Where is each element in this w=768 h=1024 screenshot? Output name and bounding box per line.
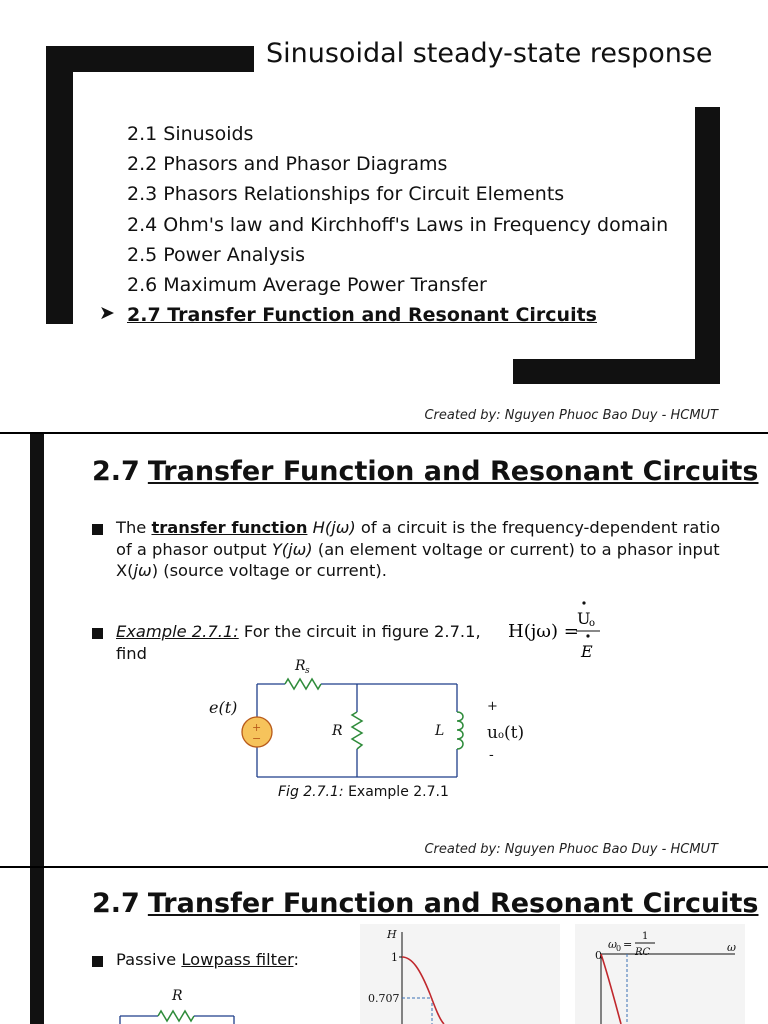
source-minus: − [252, 732, 262, 745]
resistor-rs [285, 679, 321, 689]
toc-item[interactable]: 2.5 Power Analysis [127, 243, 306, 266]
r-label: R [332, 723, 343, 739]
frame-bar-right [695, 107, 720, 384]
lowpass-bullet [116, 949, 336, 971]
dot-accent-icon [582, 601, 585, 604]
current-arrow-icon: ➤ [99, 302, 115, 324]
term-lowpass-filter: Lowpass filter [181, 950, 294, 969]
symbol-jw: (jω) [281, 539, 313, 559]
text-run: ) (source voltage or current). [151, 561, 387, 580]
inductor-l [457, 712, 463, 749]
toc-item[interactable]: 2.3 Phasors Relationships for Circuit Elements [127, 183, 565, 206]
source-label: e(t) [209, 698, 238, 717]
bullet-colon: : [293, 950, 299, 969]
toc-item[interactable]: 2.2 Phasors and Phasor Diagrams [127, 153, 448, 176]
frame-bar-bottom [513, 359, 720, 384]
magnitude-plot [360, 924, 560, 1024]
output-plus: + [487, 699, 498, 714]
w0-eq: = [623, 938, 633, 951]
output-label-arg: (t) [504, 723, 525, 743]
symbol-y: Y [271, 539, 282, 559]
toc-item[interactable]: 2.6 Maximum Average Power Transfer [127, 274, 487, 297]
caption-label: Fig 2.7.1: [278, 784, 344, 800]
bullet-square-icon [92, 956, 103, 967]
section-number: 2.7 [92, 456, 140, 487]
text-run: The [116, 518, 152, 537]
caption-text: Example 2.7.1 [343, 784, 449, 800]
frac-den: RC [635, 947, 651, 958]
resistor-r [158, 1011, 194, 1021]
w0-sub: 0 [616, 944, 622, 953]
resistor-r [352, 712, 362, 749]
toc-item[interactable]: 2.4 Ohm's law and Kirchhoff's Laws in Frequency domain [127, 213, 669, 236]
section-number: 2.7 [92, 888, 140, 919]
left-stripe [30, 434, 44, 866]
term-transfer-function: transfer function [151, 518, 308, 537]
slide-transfer-function [0, 434, 768, 868]
w0-label: ω [608, 938, 617, 951]
text-run: (an element voltage or current) to a phasor input X( [116, 539, 720, 580]
toc-item-current[interactable]: 2.7 Transfer Function and Resonant Circuits [127, 304, 597, 327]
output-label: u [487, 723, 498, 743]
rs-label: R [295, 658, 306, 674]
origin-label: 0 [595, 949, 602, 962]
dot-accent-icon [586, 634, 589, 637]
slide-toc [0, 0, 768, 434]
example-label: Example 2.7.1: [116, 622, 239, 641]
slide-title: Sinusoidal steady-state response [266, 38, 713, 69]
toc-item[interactable]: 2.1 Sinusoids [127, 123, 254, 145]
tick-0707: 0.707 [368, 992, 400, 1005]
lowpass-circuit [110, 986, 250, 1024]
definition-paragraph [116, 517, 728, 582]
section-title [92, 456, 758, 487]
symbol-jw: jω [133, 561, 152, 580]
y-axis-label: H [387, 928, 397, 941]
symbol-jw: (jω) [324, 518, 356, 537]
r-label: R [172, 988, 183, 1004]
formula-numerator: U [577, 609, 591, 628]
tick-1: 1 [391, 951, 398, 964]
credit-text: Created by: Nguyen Phuoc Bao Duy - HCMUT [424, 408, 718, 423]
output-minus: - [489, 747, 494, 763]
formula-denominator: E [581, 642, 593, 661]
left-stripe [30, 868, 44, 1024]
frame-bar-left [46, 46, 73, 324]
section-title-text: Transfer Function and Resonant Circuits [147, 456, 759, 487]
source-plus: + [252, 721, 262, 734]
phase-plot [575, 924, 745, 1024]
symbol-h: H [312, 518, 325, 537]
bullet-square-icon [92, 628, 103, 639]
frame-bar-top [46, 46, 254, 72]
rs-label-sub: s [305, 666, 310, 676]
frac-num: 1 [642, 931, 649, 942]
formula-numerator-sub: o [589, 618, 596, 629]
section-title [92, 888, 758, 919]
x-axis-label: ω [727, 941, 736, 954]
output-label-sub: o [498, 730, 505, 741]
section-title-text: Transfer Function and Resonant Circuits [147, 888, 759, 919]
text-run: of a circuit is the frequency-dependent ratio of a phasor output [116, 518, 721, 559]
slide-lowpass-filter [0, 868, 768, 1024]
formula-lhs: H(jω) = [508, 621, 579, 642]
toc-list [127, 119, 668, 330]
l-label: L [435, 723, 445, 739]
example-text: For the circuit in figure 2.7.1, find [116, 622, 481, 663]
bullet-text: Passive [116, 950, 182, 969]
bullet-square-icon [92, 524, 103, 535]
credit-text: Created by: Nguyen Phuoc Bao Duy - HCMUT [424, 842, 718, 857]
circuit-figure [200, 654, 530, 784]
figure-caption [278, 784, 449, 800]
